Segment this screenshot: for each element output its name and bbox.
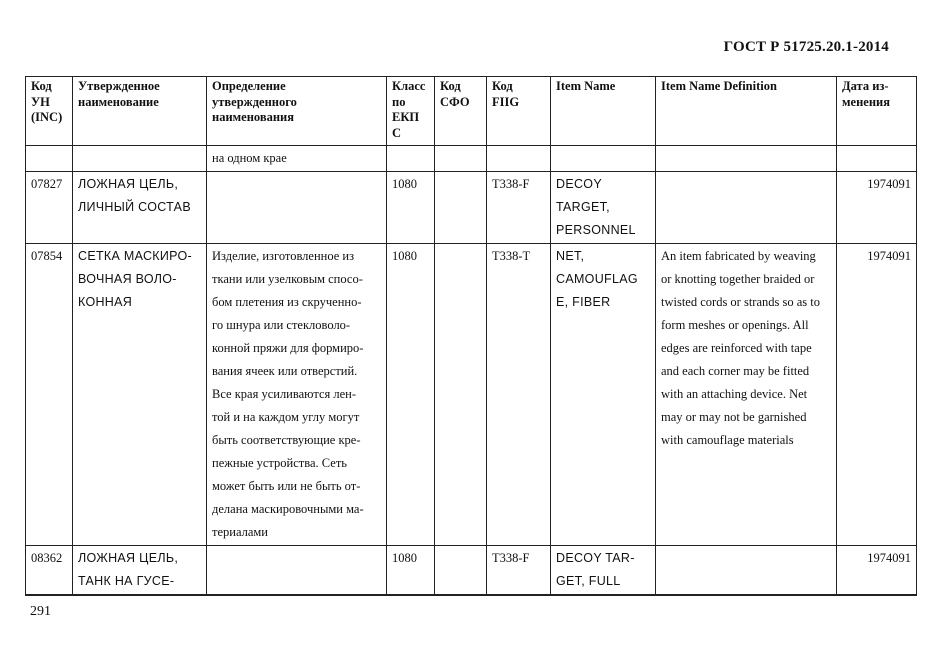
row-change-date: 1974091 [837,244,917,546]
header-change-date: Дата из- менения [837,77,917,146]
classification-table [25,76,917,596]
document-title: ГОСТ Р 51725.20.1-2014 [723,39,889,55]
row-definition [207,546,387,596]
row-definition: Изделие, изготовленное из ткани или узелковым спосо- бом плетения из скрученно- го шнура или стекловоло- конной пряжи для формиро- вания ячеек или отверстий. Все края усиливаются лен- той и на каждом углу могут быть соответствующие кре- пежные устройства. Сеть может быть или не быть от- делана маскировочными ма- териалами [207,244,387,546]
row-code: 08362 [26,546,73,596]
header-code: Код УН (INC) [26,77,73,146]
row-change-date: 1974091 [837,172,917,244]
row-sfo [435,172,487,244]
row-approved-name: СЕТКА МАСКИРО- ВОЧНАЯ ВОЛО- КОННАЯ [73,244,207,546]
row-code: 07854 [26,244,73,546]
continuation-row [26,146,917,172]
page-number: 291 [30,604,51,619]
header-approved-name: Утвержденное наименование [73,77,207,146]
row-definition [207,172,387,244]
row-fiig: T338-F [487,172,551,244]
table-row [26,172,917,244]
row-fiig: T338-F [487,546,551,596]
row-class: 1080 [387,546,435,596]
row-item-name: NET, CAMOUFLAG E, FIBER [551,244,656,546]
row-code: 07827 [26,172,73,244]
row-item-name: DECOY TAR- GET, FULL [551,546,656,596]
header-row [26,77,917,146]
row-item-name: DECOY TARGET, PERSONNEL [551,172,656,244]
table-row [26,546,917,596]
header-item-name-definition: Item Name Definition [656,77,837,146]
header-fiig: Код FIIG [487,77,551,146]
header-definition: Определение утвержденного наименования [207,77,387,146]
row-sfo [435,546,487,596]
header-sfo: Код СФО [435,77,487,146]
row-item-name-definition [656,546,837,596]
header-class: Класс по ЕКП С [387,77,435,146]
row-class: 1080 [387,244,435,546]
table-row [26,244,917,546]
row-sfo [435,244,487,546]
row-class: 1080 [387,172,435,244]
header-item-name: Item Name [551,77,656,146]
continuation-definition: на одном крае [207,146,387,172]
row-fiig: T338-T [487,244,551,546]
row-item-name-definition [656,172,837,244]
row-approved-name: ЛОЖНАЯ ЦЕЛЬ, ТАНК НА ГУСЕ- [73,546,207,596]
row-approved-name: ЛОЖНАЯ ЦЕЛЬ, ЛИЧНЫЙ СОСТАВ [73,172,207,244]
row-item-name-definition: An item fabricated by weaving or knotting together braided or twisted cords or strands so as to form meshes or openings. All edges are reinforced with tape and each corner may be fitted with an attaching device. Net may or may not be garnished with camouflage materials [656,244,837,546]
row-change-date: 1974091 [837,546,917,596]
